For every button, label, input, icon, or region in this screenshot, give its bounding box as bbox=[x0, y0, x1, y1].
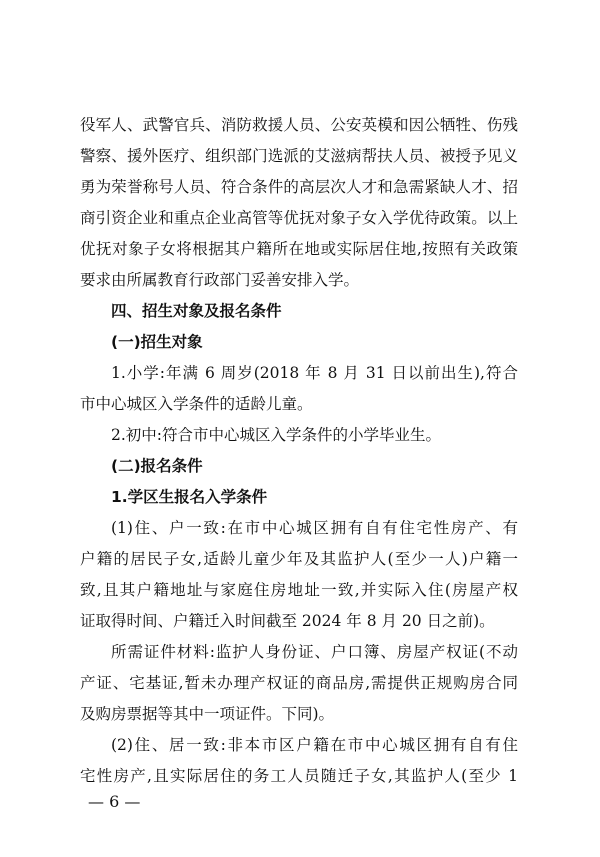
paragraph-line: 市中心城区入学条件的适龄儿童。 bbox=[80, 395, 313, 413]
item-heading: 1.学区生报名入学条件 bbox=[111, 488, 268, 506]
paragraph-line: 产证、宅基证,暂未办理产权证的商品房,需提供正规购房合同 bbox=[80, 674, 518, 692]
subsection-heading: (二)报名条件 bbox=[111, 457, 203, 475]
paragraph-line: 要求由所属教育行政部门妥善安排入学。 bbox=[80, 271, 360, 289]
document-body bbox=[80, 110, 518, 792]
paragraph-line: 优抚对象子女将根据其户籍所在地或实际居住地,按照有关政策 bbox=[80, 240, 518, 258]
paragraph-line: 宅性房产,且实际居住的务工人员随迁子女,其监护人(至少 1 bbox=[80, 767, 518, 785]
paragraph-line: (2)住、居一致:非本市区户籍在市中心城区拥有自有住 bbox=[111, 736, 518, 754]
paragraph-line: 户籍的居民子女,适龄儿童少年及其监护人(至少一人)户籍一 bbox=[80, 550, 518, 568]
paragraph-line: 勇为荣誉称号人员、符合条件的高层次人才和急需紧缺人才、招 bbox=[80, 178, 518, 196]
subsection-heading: (一)招生对象 bbox=[111, 333, 203, 351]
paragraph-line: 警察、援外医疗、组织部门选派的艾滋病帮扶人员、被授予见义 bbox=[80, 147, 518, 165]
paragraph-line: (1)住、户一致:在市中心城区拥有自有住宅性房产、有 bbox=[111, 519, 518, 537]
paragraph-line: 商引资企业和重点企业高管等优抚对象子女入学优待政策。以上 bbox=[80, 209, 518, 227]
paragraph-line: 1.小学:年满 6 周岁(2018 年 8 月 31 日以前出生),符合 bbox=[111, 364, 518, 382]
paragraph-line: 所需证件材料:监护人身份证、户口簿、房屋产权证(不动 bbox=[111, 643, 518, 661]
paragraph-line: 证取得时间、户籍迁入时间截至 2024 年 8 月 20 日之前)。 bbox=[80, 612, 495, 630]
page-number: — 6 — bbox=[88, 792, 141, 811]
paragraph-line: 2.初中:符合市中心城区入学条件的小学毕业生。 bbox=[111, 426, 442, 444]
paragraph-line: 致,且其户籍地址与家庭住房地址一致,并实际入住(房屋产权 bbox=[80, 581, 518, 599]
paragraph-line: 及购房票据等其中一项证件。下同)。 bbox=[80, 705, 335, 723]
section-heading: 四、招生对象及报名条件 bbox=[111, 302, 282, 320]
paragraph-line: 役军人、武警官兵、消防救援人员、公安英模和因公牺牲、伤残 bbox=[80, 116, 518, 134]
